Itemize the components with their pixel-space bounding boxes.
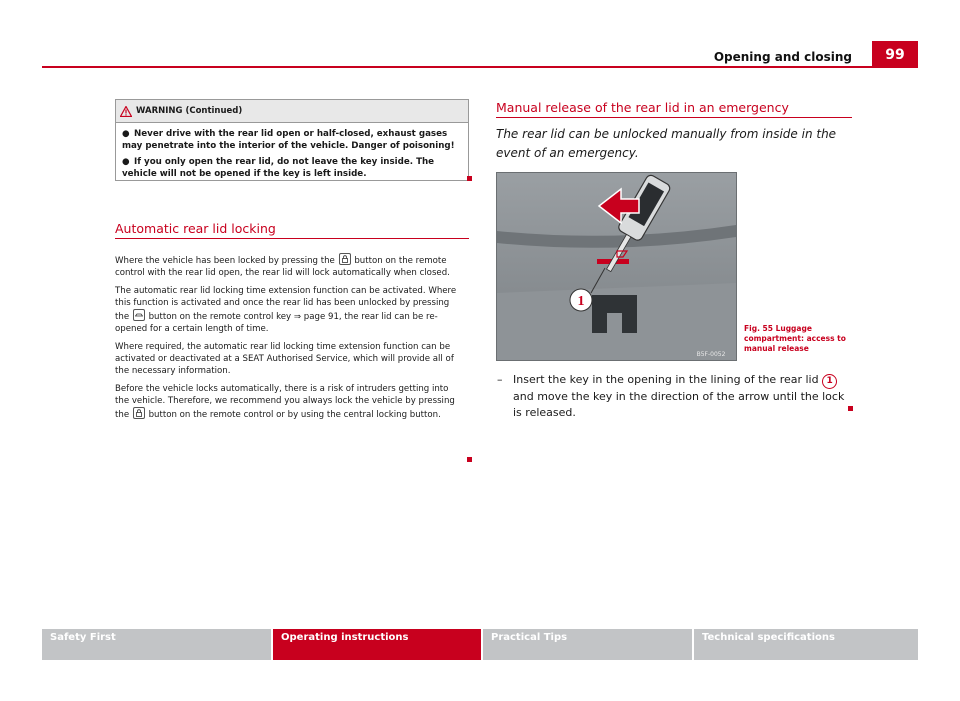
warning-item: ● If you only open the rear lid, do not leave the key inside. The vehicle will not be opened if the key is left inside. — [122, 157, 435, 179]
tab-practical-tips[interactable]: Practical Tips — [483, 629, 692, 660]
section-end-marker — [467, 176, 472, 181]
section-heading-manual-release: Manual release of the rear lid in an emergency — [496, 100, 789, 115]
auto-lock-body — [115, 253, 465, 427]
paragraph: Where the vehicle has been locked by pressing the button on the remote control with the rear lid open, the rear lid will lock automatically when closed. — [115, 253, 465, 279]
warning-item: ● Never drive with the rear lid open or half-closed, exhaust gases may penetrate into the interior of the vehicle. Danger of poisoning! — [122, 129, 455, 151]
page-header-title: Opening and closing — [713, 50, 852, 64]
manual-release-intro: The rear lid can be unlocked manually from inside in the event of an emergency. — [496, 127, 837, 160]
tab-technical-specifications[interactable]: Technical specifications — [694, 629, 918, 660]
figure-callout-1: 1 — [577, 294, 585, 309]
warning-title: WARNING (Continued) — [136, 106, 243, 116]
footer-nav — [42, 629, 918, 660]
section-heading-auto-lock: Automatic rear lid locking — [115, 221, 276, 236]
lock-button-icon — [339, 253, 351, 265]
paragraph: The automatic rear lid locking time extension function can be activated. Where this function is activated and once the rear lid has been unlocked by pressing the button on the remote control key ⇒ page 91, the rear lid can be re-opened for a certain length of time. — [115, 286, 457, 334]
figure-caption: Fig. 55 Luggage compartment: access to manual release — [744, 324, 846, 353]
warning-box — [115, 99, 469, 181]
section-rule — [496, 117, 852, 118]
rear-lid-button-icon — [133, 309, 145, 321]
figure-luggage-compartment — [496, 172, 737, 361]
step-dash: – — [497, 373, 503, 386]
page-number: 99 — [872, 41, 918, 68]
section-rule — [115, 238, 469, 239]
header-divider — [42, 66, 918, 68]
callout-number: 1 — [822, 374, 837, 389]
lock-button-icon — [133, 407, 145, 419]
warning-header — [116, 100, 468, 123]
tab-safety-first[interactable]: Safety First — [42, 629, 271, 660]
section-end-marker — [467, 457, 472, 462]
instruction-step: – Insert the key in the opening in the lining of the rear lid 1 and move the key in the direction of the arrow until the lock is released. — [497, 373, 845, 419]
figure-illustration — [497, 173, 736, 360]
paragraph: Where required, the automatic rear lid locking time extension function can be activated or deactivated at a SEAT Authorised Service, which will provide all of the necessary information. — [115, 342, 454, 376]
paragraph: Before the vehicle locks automatically, there is a risk of intruders getting into the vehicle. Therefore, we recommend you always lock the vehicle by pressing the button on the remote control or by using the central locking button. — [115, 384, 455, 420]
figure-code: B5F-0052 — [696, 351, 726, 358]
tab-operating-instructions[interactable]: Operating instructions — [273, 629, 481, 660]
warning-triangle-icon — [120, 106, 132, 117]
section-end-marker — [848, 406, 853, 411]
